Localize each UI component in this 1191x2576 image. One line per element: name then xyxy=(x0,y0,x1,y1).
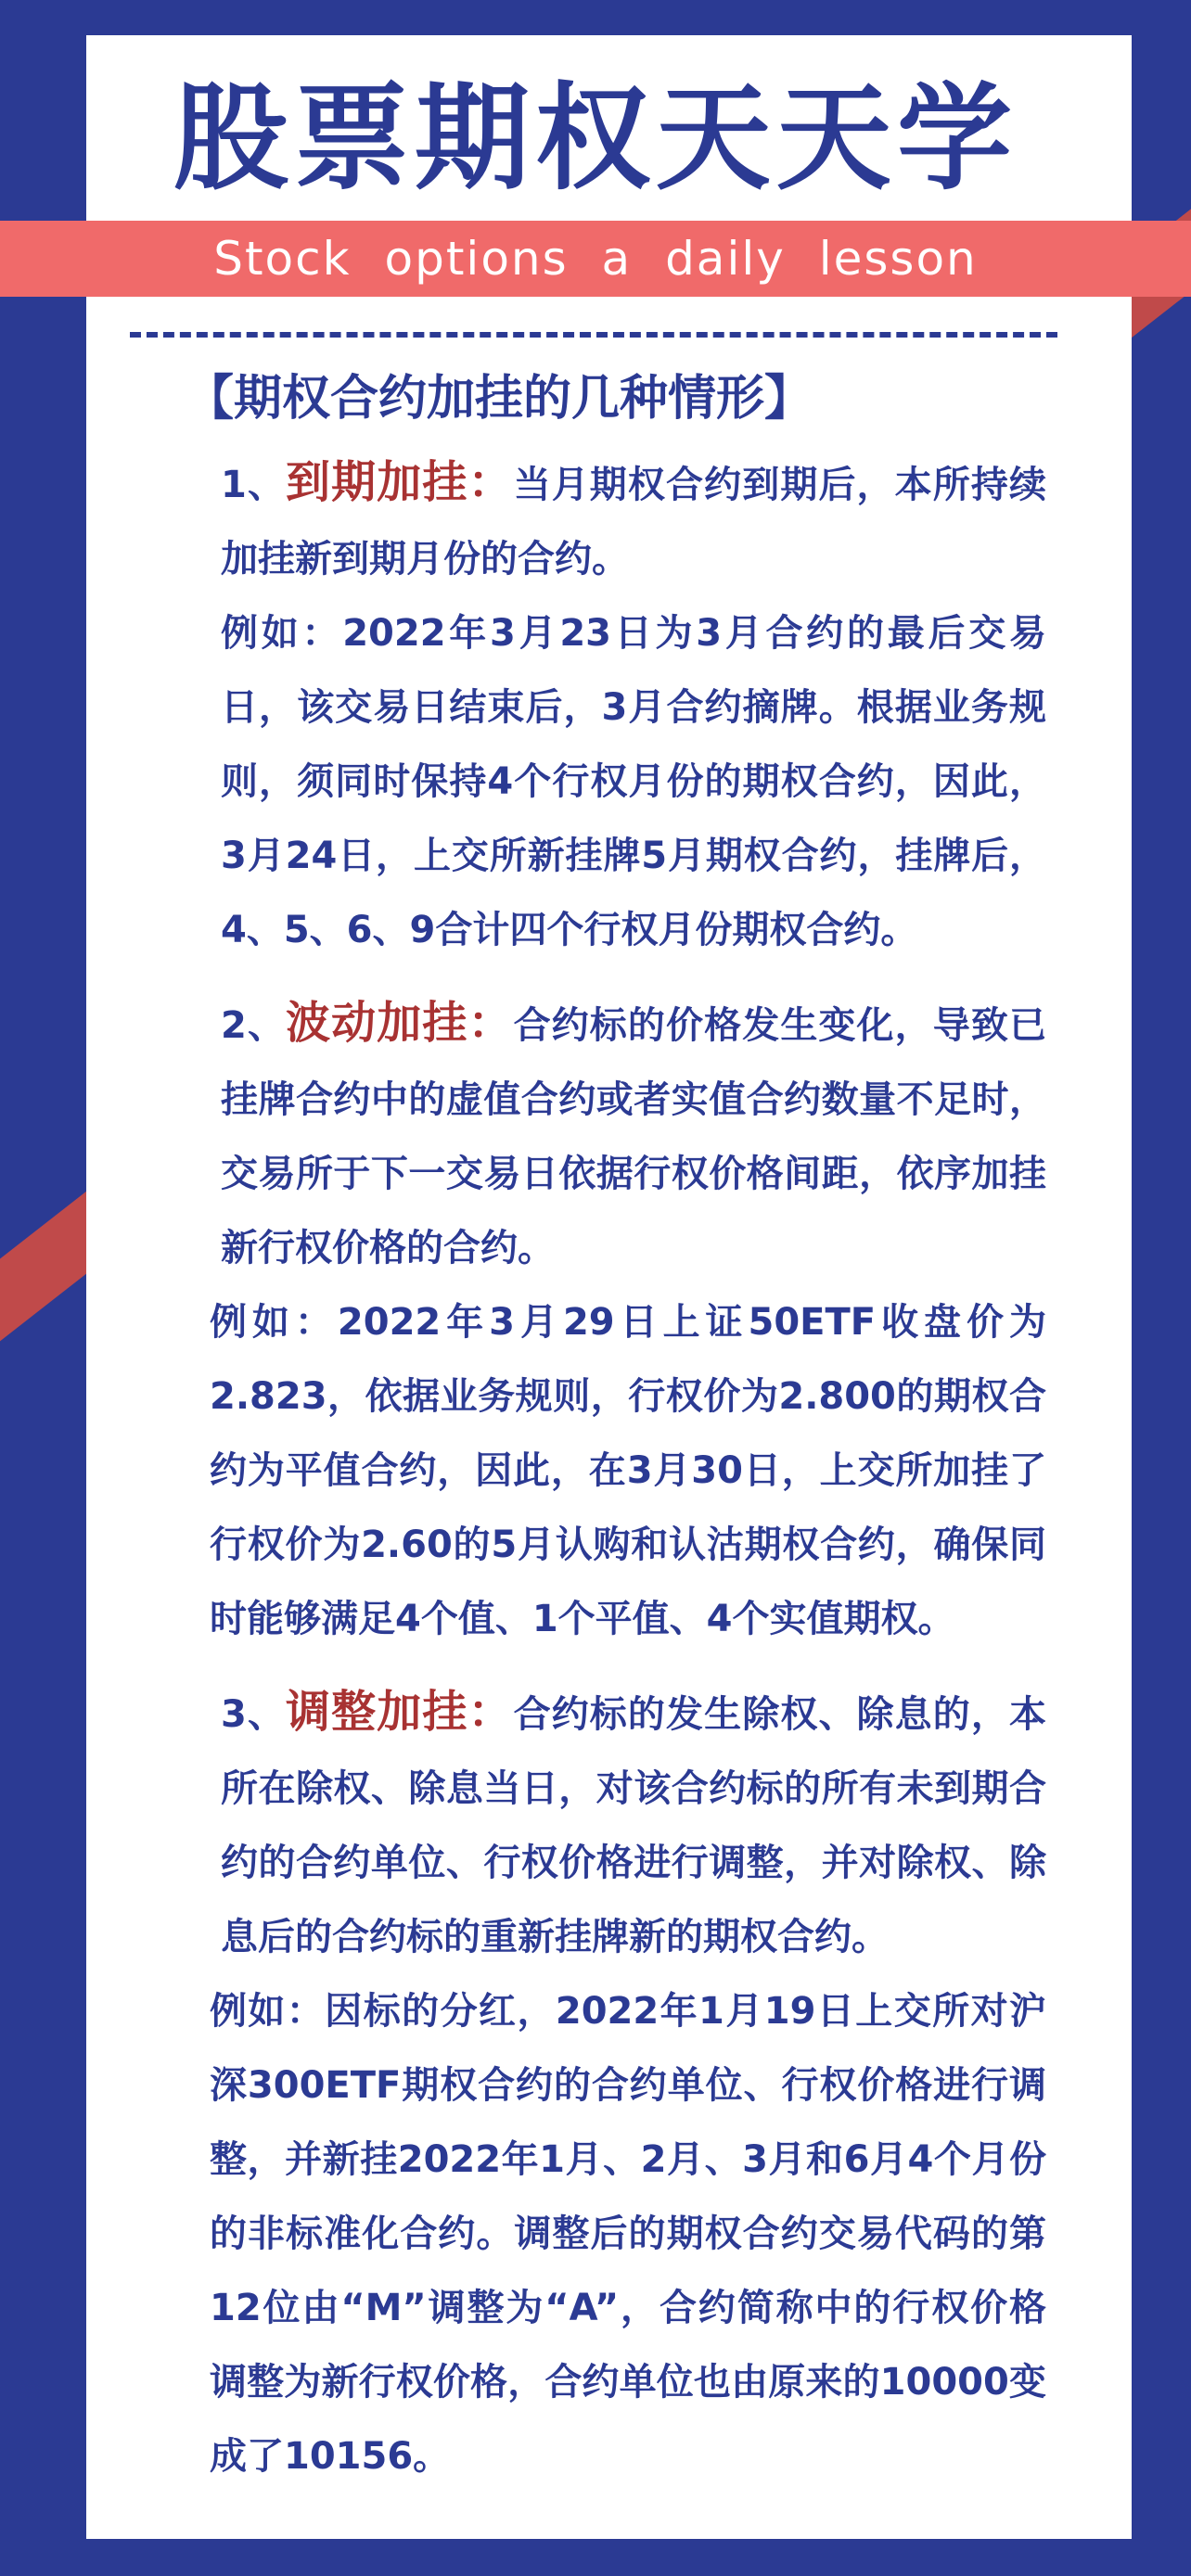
section-3-number: 3、 xyxy=(221,1693,287,1736)
section-3-intro xyxy=(147,1675,1046,1974)
section-3-keyword: 调整加挂： xyxy=(286,1686,514,1738)
subtitle: Stock options a daily lesson xyxy=(213,232,978,286)
section-1-keyword: 到期加挂： xyxy=(286,456,514,508)
section-3-text: 合约标的发生除权、除息的，本所在除权、除息当日，对该合约标的所有未到期合约的合约单位、行权价格进行调整，并对除权、除息后的合约标的重新挂牌新的期权合约。 xyxy=(221,1693,1046,1958)
section-1-example: 例如：2022年3月23日为3月合约的最后交易日，该交易日结束后，3月合约摘牌。根据业务规则，须同时保持4个行权月份的期权合约，因此，3月24日，上交所新挂牌5月期权合约，挂牌后，4、5、6、9合计四个行权月份期权合约。 xyxy=(221,612,1046,951)
section-2-text: 合约标的价格发生变化，导致已挂牌合约中的虚值合约或者实值合约数量不足时，交易所于下一交易日依据行权价格间距，依序加挂新行权价格的合约。 xyxy=(221,1004,1046,1269)
section-2-keyword: 波动加挂： xyxy=(286,997,514,1049)
dashed-divider xyxy=(130,332,1057,338)
section-2-intro xyxy=(147,986,1046,1285)
section-1-intro xyxy=(147,445,1046,596)
section-2-example: 例如：2022年3月29日上证50ETF收盘价为2.823，依据业务规则，行权价为2.800的期权合约为平值合约，因此，在3月30日，上交所加挂了行权价为2.60的5月认购和认沽期权合约，确保同时能够满足4个值、1个平值、4个实值期权。 xyxy=(210,1301,1046,1640)
section-2-number: 2、 xyxy=(221,1004,287,1047)
section-1-text: 当月期权合约到期后，本所持续加挂新到期月份的合约。 xyxy=(221,464,1046,580)
article-body xyxy=(147,445,1046,2493)
page-title: 股票期权天天学 xyxy=(173,72,1018,206)
section-3-example: 例如：因标的分红，2022年1月19日上交所对沪深300ETF期权合约的合约单位、行权价格进行调整，并新挂2022年1月、2月、3月和6月4个月份的非标准化合约。调整后的期权合约交易代码的第12位由“M”调整为“A”，合约简称中的行权价格调整为新行权价格，合约单位也由原来的10000变成了10156。 xyxy=(210,1990,1046,2478)
section-heading: 【期权合约加挂的几种情形】 xyxy=(186,371,813,427)
section-1-number: 1、 xyxy=(221,464,287,506)
